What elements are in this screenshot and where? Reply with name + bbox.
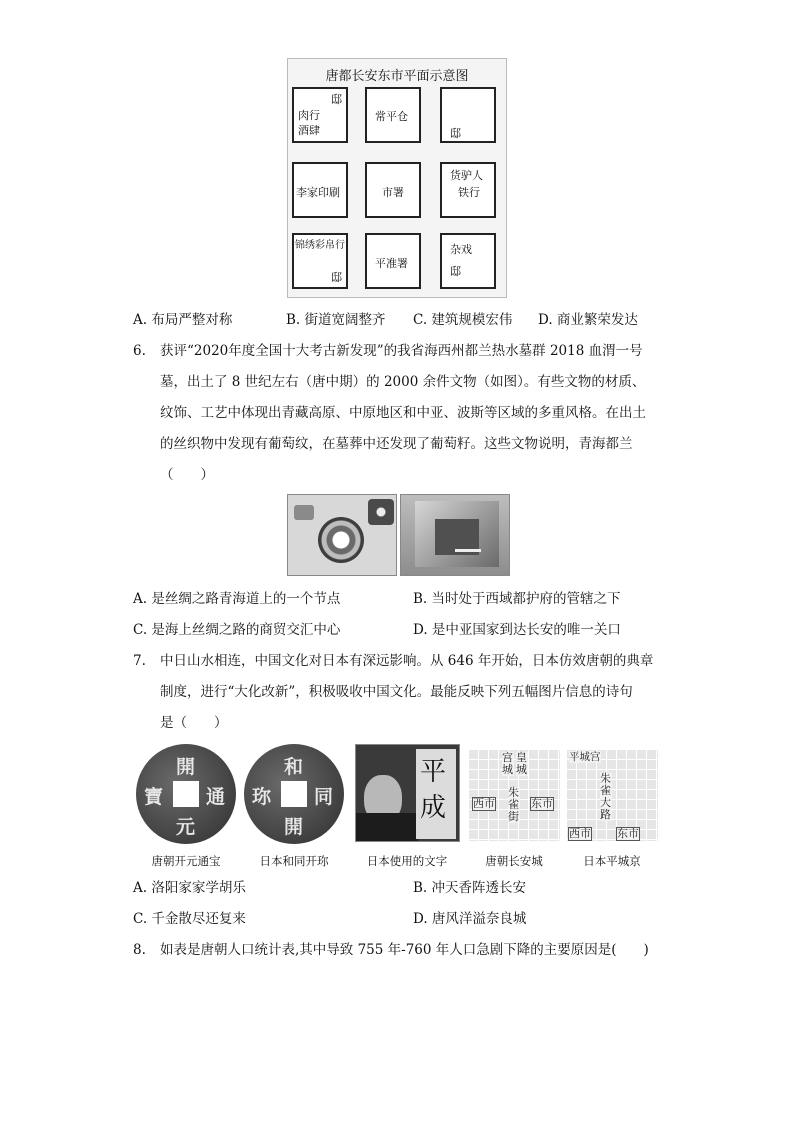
q6-option-a: A. 是丝绸之路青海道上的一个节点 [133,591,341,607]
q5-option-c: C. 建筑规模宏伟 [413,312,513,328]
map-ward-8 [365,233,421,289]
ward-label: 肉行 [298,109,320,122]
coin-char: 和 [284,756,304,778]
q7-stem-line-3: 是（ ） [160,715,228,731]
ward-label: 平准署 [375,257,408,270]
coin-hole [173,781,199,807]
wado-kaichin-coin-image [244,744,344,844]
kaiyuan-coin-image [136,744,236,844]
image-caption: 唐朝开元通宝 [151,854,221,868]
q8-stem: 如表是唐朝人口统计表,其中导致 755 年-760 年人口急剧下降的主要原因是( ) [160,942,649,958]
ward-label: 邸 [450,127,461,140]
q6-stem-line-3: 纹饰、工艺中体现出青藏高原、中原地区和中亚、波斯等区域的多重风格。在出土 [160,405,646,421]
map-ward-6 [440,162,496,218]
q7-option-a: A. 洛阳家家学胡乐 [133,880,246,896]
coin-char: 通 [206,786,226,808]
q8-number: 8. [133,942,146,958]
map-ward-1 [292,87,348,143]
plan-label: 东市 [531,797,553,810]
q6-stem-line-1: 获评“2020年度全国十大考古新发现”的我省海西州都兰热水墓群 2018 血渭一号 [160,343,643,359]
q6-option-b: B. 当时处于西域都护府的管辖之下 [413,591,621,607]
plan-label: 朱雀大路 [600,772,611,821]
calligraphy-char: 平 [420,757,447,787]
coin-char: 同 [314,786,334,808]
q7-option-d: D. 唐风洋溢奈良城 [413,911,527,927]
artifact-ornament [318,517,364,563]
q5-option-a: A. 布局严整对称 [133,312,233,328]
map-ward-3 [440,87,496,143]
ward-label: 铁行 [458,186,480,199]
ward-label: 酒肆 [298,124,320,137]
calligraphy-char: 成 [420,793,447,823]
tomb-ladder [455,549,481,552]
artifact-photo [287,494,397,576]
ward-label: 邸 [331,271,342,284]
q5-option-b: B. 街道宽阔整齐 [286,312,386,328]
ward-label: 邸 [450,265,461,278]
image-caption: 日本使用的文字 [366,854,448,868]
map-ward-7 [292,233,348,289]
q7-option-b: B. 冲天香阵透长安 [413,880,527,896]
map-ward-2 [365,87,421,143]
artifact-ornament [294,505,314,520]
ward-label: 杂戏 [450,243,472,256]
plan-label: 平城宫 [569,751,601,763]
plan-label: 朱雀街 [508,786,519,823]
person-suit [356,813,418,842]
q7-stem-line-2: 制度，进行“大化改新”，积极吸收中国文化。最能反映下列五幅图片信息的诗句 [160,684,633,700]
q7-stem-line-1: 中日山水相连，中国文化对日本有深远影响。从 646 年开始，日本仿效唐朝的典章 [160,653,654,669]
ward-label: 货驴人 [450,169,483,182]
artifact-ornament [368,499,394,525]
map-ward-4 [292,162,348,218]
q7-option-c: C. 千金散尽还复来 [133,911,246,927]
q7-number: 7. [133,653,146,669]
image-caption: 唐朝长安城 [485,854,543,868]
coin-char: 珎 [252,786,272,808]
plan-label: 东市 [617,827,639,840]
map-ward-9 [440,233,496,289]
map-title: 唐都长安东市平面示意图 [325,69,469,84]
image-caption: 日本平城京 [583,854,641,868]
plan-label: 西市 [473,797,495,810]
coin-char: 開 [176,756,196,778]
tomb-excavation-photo [400,494,510,576]
heijokyo-city-plan [566,749,658,841]
ward-label: 邸 [331,93,342,106]
q6-stem-line-2: 墓，出土了 8 世纪左右（唐中期）的 2000 余件文物（如图）。有些文物的材质、 [160,374,646,390]
coin-char: 開 [284,816,304,838]
q6-option-d: D. 是中亚国家到达长安的唯一关口 [413,622,621,638]
ward-label: 锦绣彩帛行 [295,240,345,251]
coin-char: 元 [176,816,196,838]
ward-label: 李家印刷 [296,186,340,199]
changan-city-plan [468,749,560,841]
q5-option-d: D. 商业繁荣发达 [538,312,638,328]
coin-hole [281,781,307,807]
plan-label: 宫城 [502,751,513,776]
plan-label: 皇城 [516,751,527,776]
ward-label: 市署 [382,186,404,199]
chang-an-east-market-map [287,58,507,298]
map-ward-5 [365,162,421,218]
q6-stem-line-4: 的丝织物中发现有葡萄纹，在墓葬中还发现了葡萄籽。这些文物说明，青海都兰 [160,436,633,452]
q6-option-c: C. 是海上丝绸之路的商贸交汇中心 [133,622,341,638]
ward-label: 常平仓 [375,110,408,123]
plan-label: 西市 [569,827,591,840]
coin-char: 寶 [144,786,164,808]
q6-stem-line-5: （ ） [160,467,214,483]
q6-number: 6. [133,343,146,359]
japanese-script-photo [355,744,460,842]
image-caption: 日本和同开珎 [259,854,329,868]
